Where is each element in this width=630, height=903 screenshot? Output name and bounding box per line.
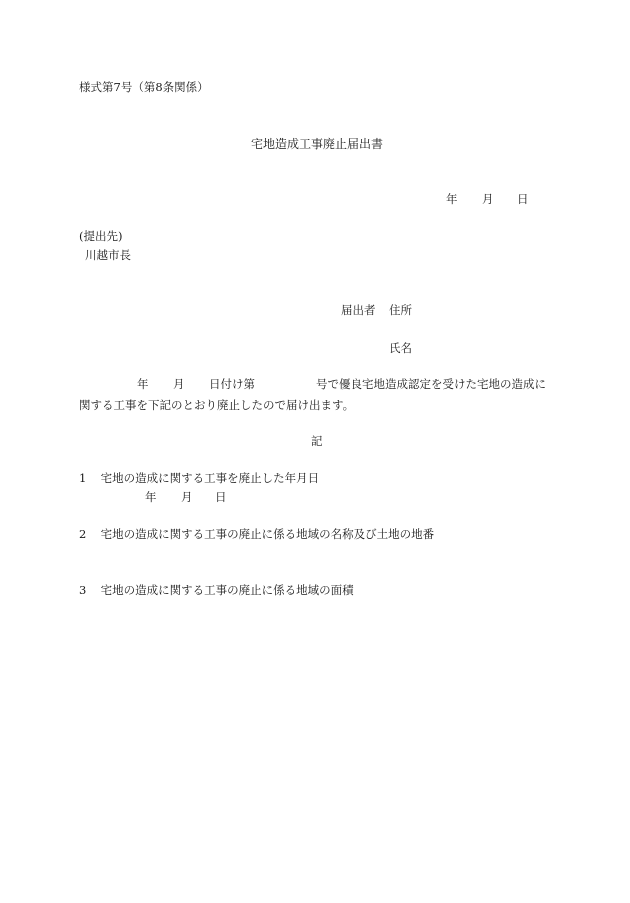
abolition-date-day: 日 (215, 490, 227, 504)
list-item-text: 宅地の造成に関する工事の廃止に係る地域の名称及び土地の地番 (100, 527, 435, 541)
list-item-number: 2 (79, 527, 87, 541)
list-item-number: 1 (79, 471, 87, 485)
submission-date-year: 年 (446, 192, 458, 206)
abolition-date-year: 年 (145, 490, 157, 504)
body-certification-month: 月 (173, 377, 185, 391)
recipient-label: (提出先) (79, 229, 123, 243)
list-item-2 (79, 529, 434, 541)
body-certification-day-number: 日付け第 (209, 377, 255, 391)
applicant-name-label: 氏名 (389, 341, 412, 355)
list-item-3 (79, 585, 354, 597)
list-item-text: 宅地の造成に関する工事の廃止に係る地域の面積 (100, 583, 354, 597)
list-item-1 (79, 473, 319, 485)
form-number: 様式第7号（第8条関係） (79, 80, 209, 94)
body-line1-text: 号で優良宅地造成認定を受けた宅地の造成に (316, 377, 546, 391)
submission-date-month: 月 (482, 192, 494, 206)
list-item-text: 宅地の造成に関する工事を廃止した年月日 (100, 471, 320, 485)
abolition-date-month: 月 (181, 490, 193, 504)
body-line2-text: 関する工事を下記のとおり廃止したので届け出ます。 (79, 398, 355, 412)
submission-date-day: 日 (517, 192, 529, 206)
applicant-address-label: 住所 (389, 303, 412, 317)
document-title: 宅地造成工事廃止届出書 (251, 137, 384, 151)
recipient-name: 川越市長 (85, 248, 131, 262)
body-certification-year: 年 (137, 377, 149, 391)
list-item-number: 3 (79, 583, 87, 597)
ki-heading: 記 (311, 434, 323, 448)
applicant-label: 届出者 (341, 303, 376, 317)
